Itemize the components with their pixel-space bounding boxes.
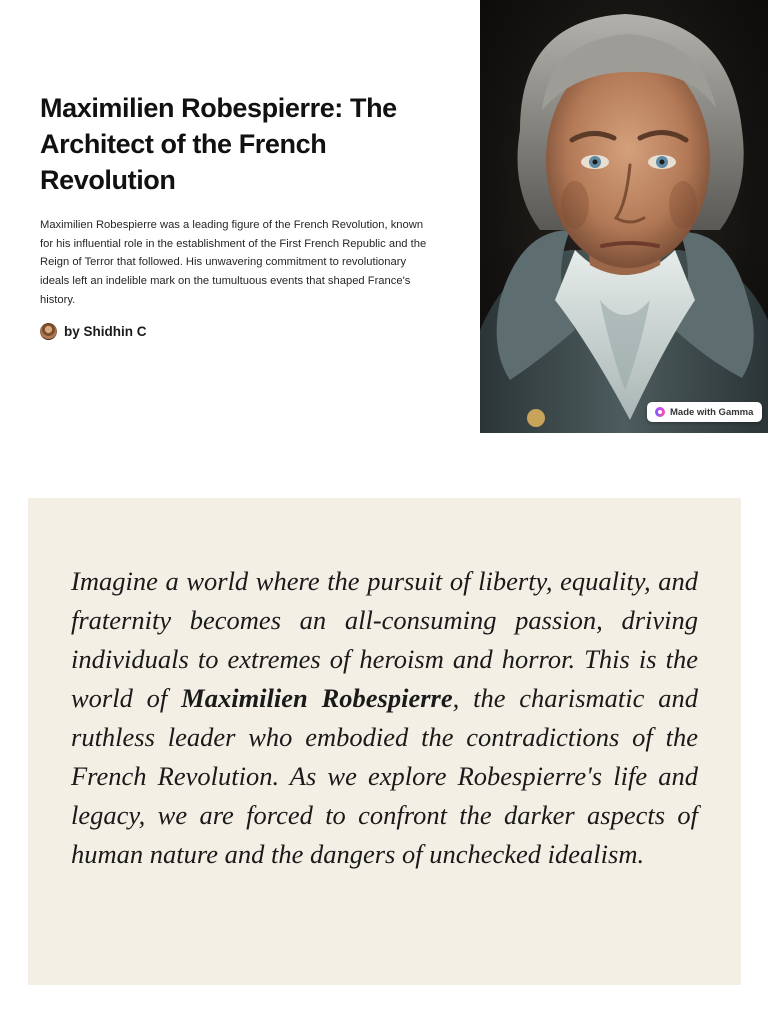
quote-paragraph	[71, 562, 698, 874]
quote-slide	[28, 498, 741, 985]
intro-paragraph: Maximilien Robespierre was a leading figure of the French Revolution, known for his influential role in the establishment of the First French Republic and the Reign of Terror that followed. His unwavering commitment to revolutionary ideals left an indelible mark on the tumultuous events that shaped France's history.	[40, 219, 427, 306]
badge-label: Made with Gamma	[670, 406, 754, 418]
avatar	[40, 323, 57, 340]
quote-text-start: Imagine a world where the pursuit of liberty, equality, and fraternity becomes an all-consuming passion, driving individuals to extremes of heroism and horror. This is the world of	[71, 566, 698, 713]
portrait-illustration	[480, 0, 768, 433]
robespierre-portrait	[480, 0, 768, 433]
author-byline[interactable]	[40, 322, 147, 340]
made-with-gamma-badge[interactable]	[647, 402, 762, 422]
page-title: Maximilien Robespierre: The Architect of the French Revolution	[40, 93, 397, 195]
author-name: by Shidhin C	[64, 323, 147, 339]
gamma-logo-icon	[655, 407, 665, 417]
quote-text-end: , the charismatic and ruthless leader who embodied the contradictions of the French Revolution. As we explore Robespierre's life and legacy, we are forced to confront the darker aspects of human nature and the dangers of unchecked idealism.	[71, 683, 699, 869]
quote-emphasis: Maximilien Robespierre	[181, 683, 453, 713]
